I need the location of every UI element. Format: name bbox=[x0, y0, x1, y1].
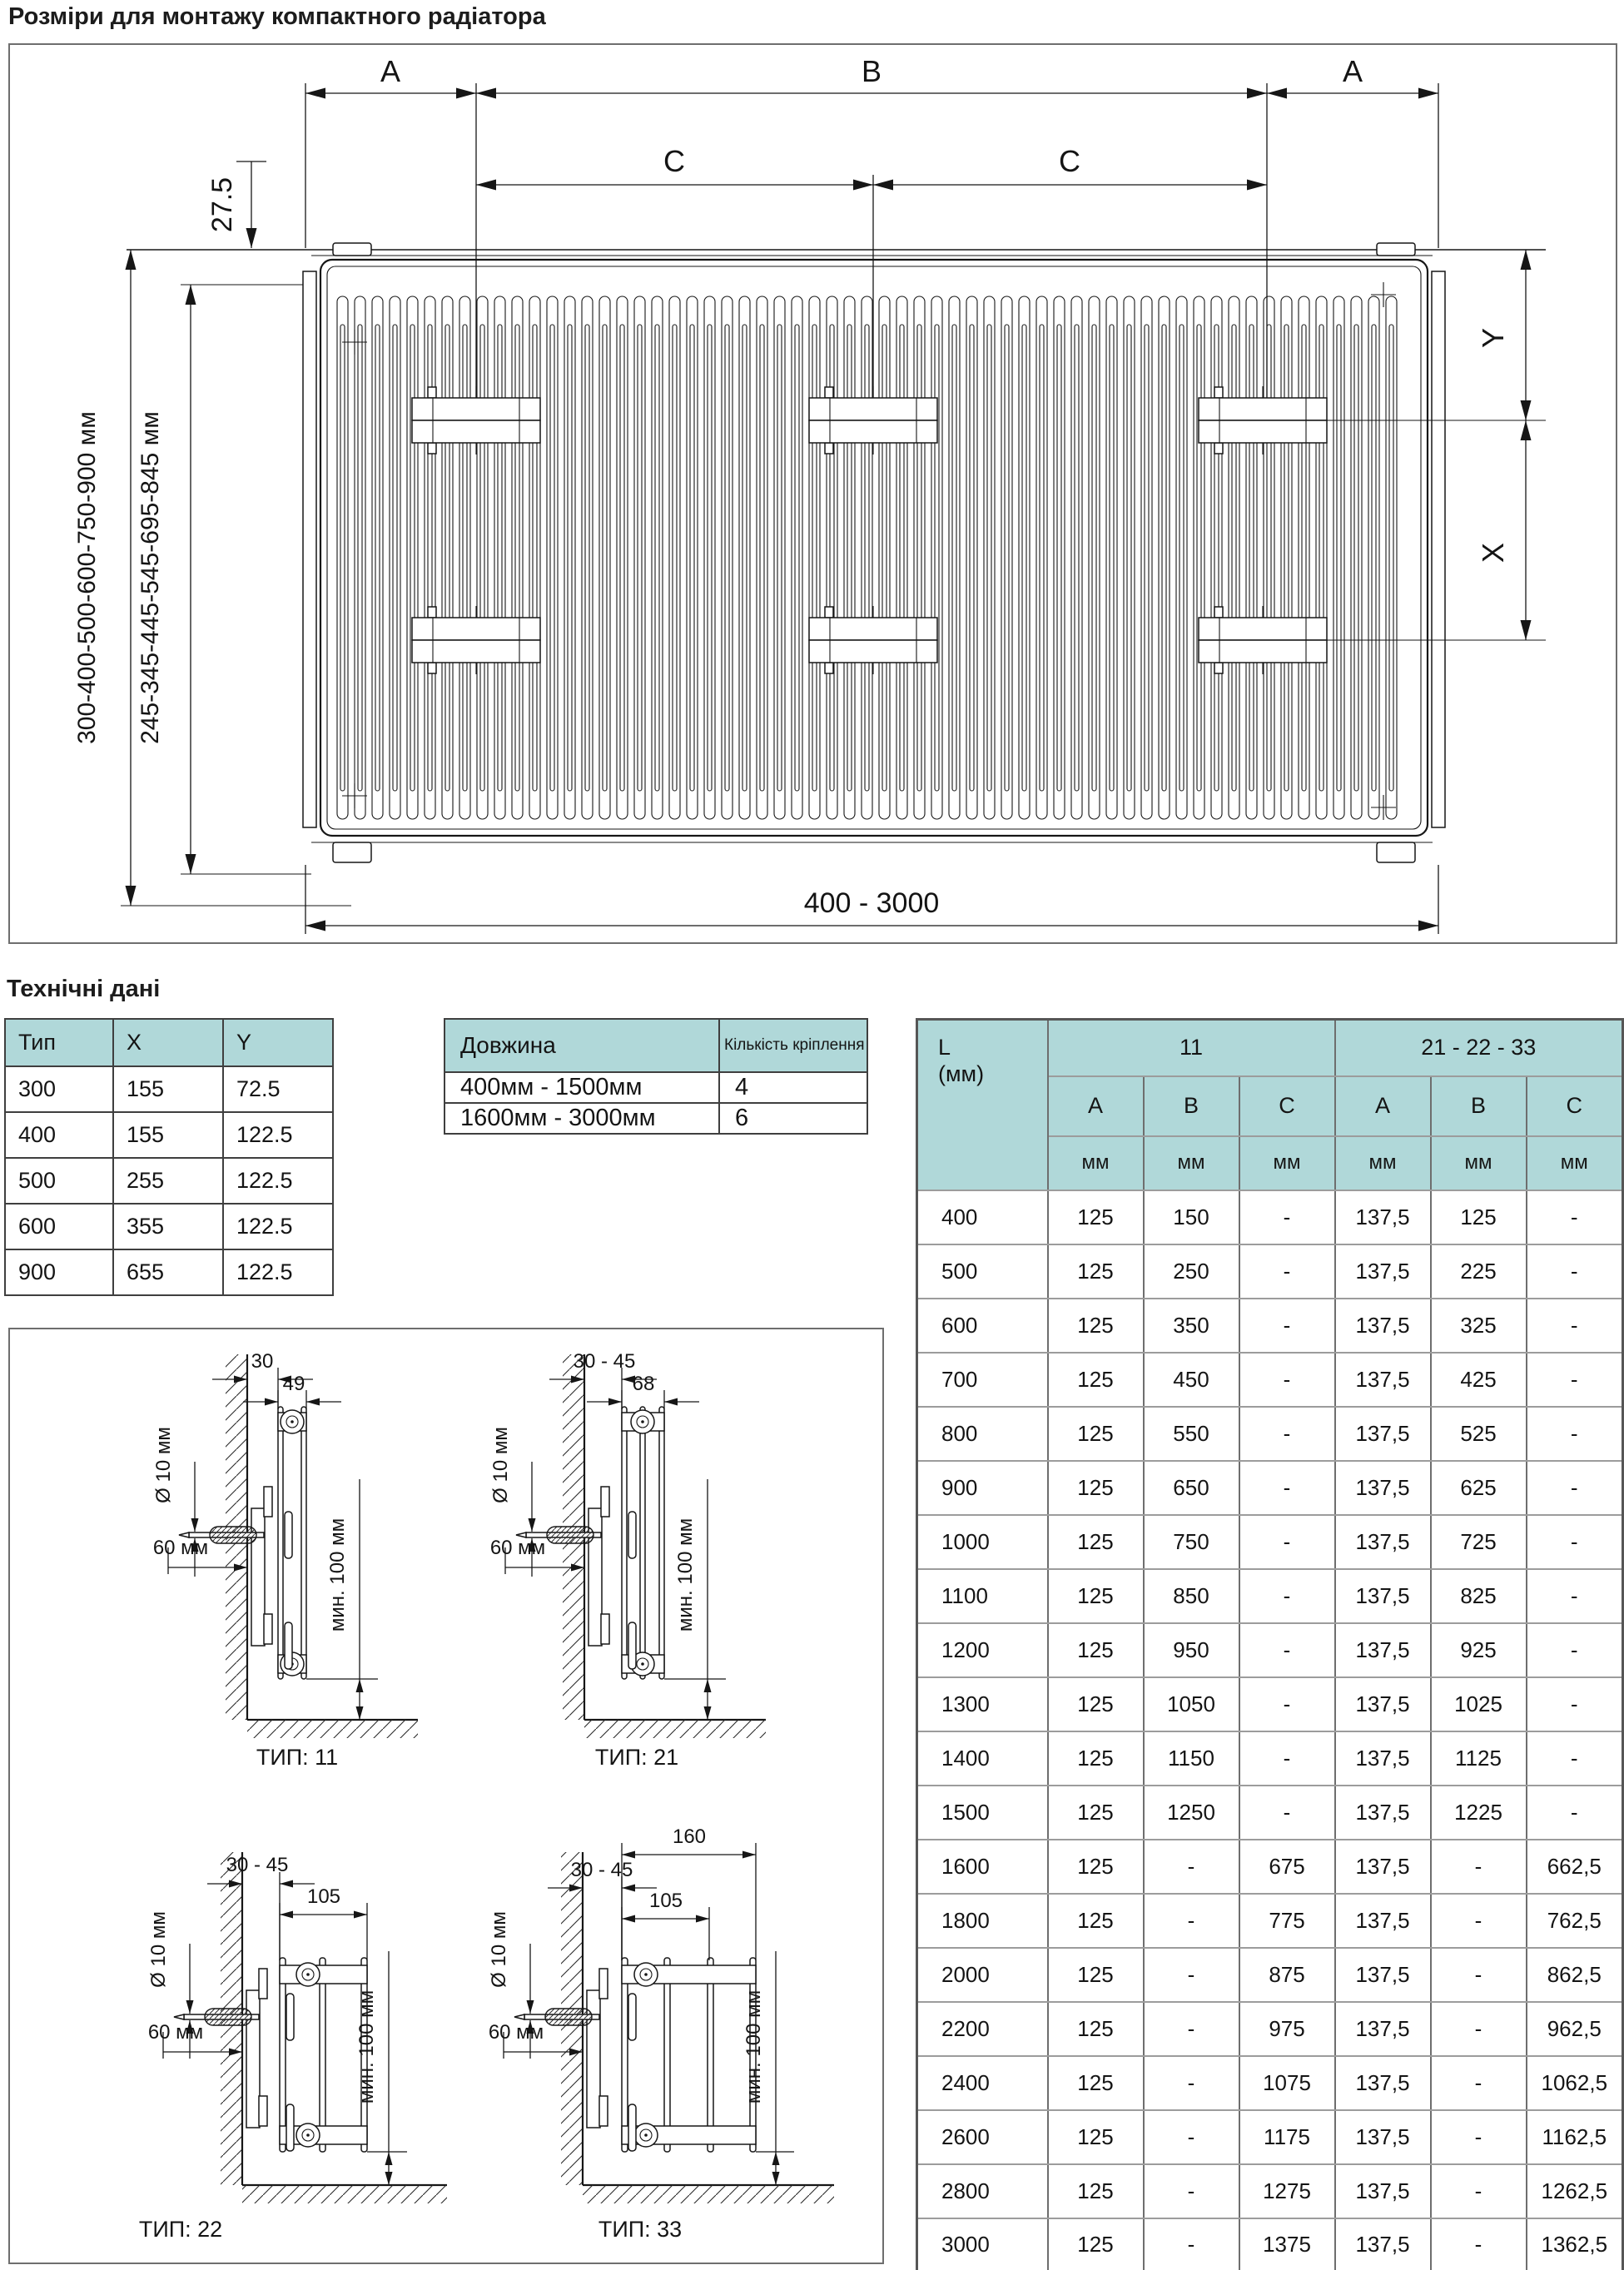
column-header: C bbox=[1527, 1076, 1623, 1136]
table-cell: 500 bbox=[5, 1158, 113, 1204]
mount-drawing-type-21 bbox=[489, 1350, 766, 1770]
table-cell: 600 bbox=[5, 1204, 113, 1249]
table-cell: 1150 bbox=[1144, 1731, 1239, 1786]
table-cell: 125 bbox=[1431, 1190, 1527, 1244]
table-cell: - bbox=[1431, 1894, 1527, 1948]
table-cell: 250 bbox=[1144, 1244, 1239, 1299]
table-cell: 400мм - 1500мм bbox=[444, 1072, 719, 1103]
table-cell: - bbox=[1239, 1515, 1335, 1569]
table-cell: 950 bbox=[1144, 1623, 1239, 1677]
table-cell: 125 bbox=[1048, 1244, 1144, 1299]
table-cell: 300 bbox=[5, 1066, 113, 1112]
column-header: Довжина bbox=[444, 1019, 719, 1072]
table-cell: 137,5 bbox=[1335, 1948, 1431, 2002]
table-cell: 850 bbox=[1144, 1569, 1239, 1623]
dim-label-depth: 60 мм bbox=[489, 1537, 546, 1559]
mounting-dimensions-table bbox=[916, 1018, 1624, 2270]
table-cell: 1362,5 bbox=[1527, 2218, 1623, 2270]
table-cell: - bbox=[1144, 1840, 1239, 1894]
table-row bbox=[917, 1786, 1623, 1840]
mount-drawing-type-11 bbox=[152, 1350, 418, 1770]
dim-label-d2: 105 bbox=[648, 1890, 683, 1912]
table-cell: 125 bbox=[1048, 1786, 1144, 1840]
dim-label-x: X bbox=[1476, 542, 1510, 564]
table-cell: 2800 bbox=[917, 2164, 1048, 2218]
table-cell: 137,5 bbox=[1335, 1569, 1431, 1623]
mounting-type-drawings bbox=[10, 1329, 882, 2263]
table-cell: 1200 bbox=[917, 1623, 1048, 1677]
table-cell: 137,5 bbox=[1335, 2002, 1431, 2056]
table-cell: 225 bbox=[1431, 1244, 1527, 1299]
table-cell: - bbox=[1527, 1190, 1623, 1244]
dim-label-d2: 49 bbox=[282, 1373, 305, 1395]
dim-label-d2: 105 bbox=[306, 1885, 341, 1908]
table-header-row bbox=[444, 1019, 867, 1072]
table-cell: 125 bbox=[1048, 2056, 1144, 2110]
table-cell: 2000 bbox=[917, 1948, 1048, 2002]
table-cell: - bbox=[1431, 2218, 1527, 2270]
table-cell: - bbox=[1239, 1407, 1335, 1461]
table-cell: 1075 bbox=[1239, 2056, 1335, 2110]
table-cell: 725 bbox=[1431, 1515, 1527, 1569]
table-cell: 1100 bbox=[917, 1569, 1048, 1623]
column-header: A bbox=[1048, 1076, 1144, 1136]
table-cell: 137,5 bbox=[1335, 2110, 1431, 2164]
dim-label-holes: 245-345-445-545-695-845 мм bbox=[137, 411, 164, 744]
table-cell: 137,5 bbox=[1335, 1786, 1431, 1840]
table-row bbox=[917, 1623, 1623, 1677]
table-cell: 600 bbox=[917, 1299, 1048, 1353]
header-l-unit: (мм) bbox=[938, 1061, 985, 1087]
dim-label-y: Y bbox=[1476, 327, 1510, 349]
dim-label-b: B bbox=[861, 54, 882, 88]
dim-label-min-clearance: мин. 100 мм bbox=[674, 1517, 697, 1632]
table-row bbox=[917, 2218, 1623, 2270]
table-row bbox=[917, 1948, 1623, 2002]
table-cell: - bbox=[1144, 2110, 1239, 2164]
table-cell: 137,5 bbox=[1335, 1244, 1431, 1299]
dim-label-diameter: Ø 10 мм bbox=[489, 1427, 512, 1503]
table-cell: 137,5 bbox=[1335, 1461, 1431, 1515]
table-cell: - bbox=[1239, 1677, 1335, 1731]
dim-label-d2: 68 bbox=[632, 1373, 655, 1395]
table-cell: 2400 bbox=[917, 2056, 1048, 2110]
table-cell: 1500 bbox=[917, 1786, 1048, 1840]
dim-label-depth: 60 мм bbox=[488, 2021, 544, 2044]
table-cell: 425 bbox=[1431, 1353, 1527, 1407]
dim-label-depth: 60 мм bbox=[147, 2021, 204, 2044]
table-cell: 625 bbox=[1431, 1461, 1527, 1515]
table-cell: 137,5 bbox=[1335, 1515, 1431, 1569]
dim-label-d1: 30 - 45 bbox=[573, 1350, 636, 1373]
table-cell: 500 bbox=[917, 1244, 1048, 1299]
table-cell: 125 bbox=[1048, 1299, 1144, 1353]
table-row bbox=[444, 1103, 867, 1134]
table-cell: 762,5 bbox=[1527, 1894, 1623, 1948]
table-cell: 1400 bbox=[917, 1731, 1048, 1786]
table-cell: - bbox=[1239, 1569, 1335, 1623]
table-cell: - bbox=[1431, 2056, 1527, 2110]
mount-drawing-type-33 bbox=[488, 1825, 834, 2242]
column-header: B bbox=[1144, 1076, 1239, 1136]
unit-cell: мм bbox=[1048, 1136, 1144, 1190]
table-cell: 72.5 bbox=[223, 1066, 333, 1112]
table-cell: 1062,5 bbox=[1527, 2056, 1623, 2110]
table-cell: - bbox=[1144, 2164, 1239, 2218]
table-cell: 137,5 bbox=[1335, 1623, 1431, 1677]
table-cell: 125 bbox=[1048, 2218, 1144, 2270]
column-header: Тип bbox=[5, 1019, 113, 1066]
table-cell: 137,5 bbox=[1335, 2056, 1431, 2110]
tech-data-heading: Технічні дані bbox=[7, 976, 161, 1002]
unit-cell: мм bbox=[1431, 1136, 1527, 1190]
type-xy-table bbox=[4, 1018, 334, 1296]
table-cell: 400 bbox=[917, 1190, 1048, 1244]
table-cell: 150 bbox=[1144, 1190, 1239, 1244]
unit-cell: мм bbox=[1144, 1136, 1239, 1190]
column-header: B bbox=[1431, 1076, 1527, 1136]
dim-label-diameter: Ø 10 мм bbox=[147, 1911, 170, 1988]
table-cell: - bbox=[1239, 1299, 1335, 1353]
dim-label-c-right: C bbox=[1059, 144, 1080, 178]
table-row bbox=[917, 1299, 1623, 1353]
table-cell: 875 bbox=[1239, 1948, 1335, 2002]
table-row bbox=[5, 1204, 333, 1249]
table-cell: 125 bbox=[1048, 1407, 1144, 1461]
table-cell: - bbox=[1431, 2110, 1527, 2164]
dim-label-c-left: C bbox=[663, 144, 685, 178]
table-cell: 3000 bbox=[917, 2218, 1048, 2270]
table-cell: 137,5 bbox=[1335, 1353, 1431, 1407]
dim-label-length: 400 - 3000 bbox=[803, 887, 940, 919]
table-row bbox=[917, 1894, 1623, 1948]
table-cell: - bbox=[1144, 2056, 1239, 2110]
table-cell: 655 bbox=[113, 1249, 223, 1295]
column-header: A bbox=[1335, 1076, 1431, 1136]
main-drawing-panel bbox=[8, 43, 1617, 944]
column-header: X bbox=[113, 1019, 223, 1066]
table-row bbox=[917, 1244, 1623, 1299]
table-cell: - bbox=[1527, 1407, 1623, 1461]
dim-label-d1: 30 bbox=[251, 1350, 274, 1373]
table-cell: 1275 bbox=[1239, 2164, 1335, 2218]
table-cell: 1800 bbox=[917, 1894, 1048, 1948]
table-cell: 355 bbox=[113, 1204, 223, 1249]
dim-label-d1: 30 - 45 bbox=[570, 1859, 633, 1881]
table-cell: - bbox=[1144, 2218, 1239, 2270]
table-cell: - bbox=[1527, 1461, 1623, 1515]
table-cell: - bbox=[1431, 1948, 1527, 2002]
table-cell: - bbox=[1144, 1948, 1239, 2002]
table-cell: 155 bbox=[113, 1066, 223, 1112]
dim-label-a-left: A bbox=[380, 54, 401, 88]
table-cell: 125 bbox=[1048, 2110, 1144, 2164]
mount-drawing-type-22 bbox=[139, 1852, 447, 2242]
table-cell: 255 bbox=[113, 1158, 223, 1204]
unit-cell: мм bbox=[1239, 1136, 1335, 1190]
table-row bbox=[917, 2164, 1623, 2218]
table-cell: - bbox=[1239, 1461, 1335, 1515]
table-cell: - bbox=[1239, 1731, 1335, 1786]
table-cell: 1375 bbox=[1239, 2218, 1335, 2270]
table-cell: 2600 bbox=[917, 2110, 1048, 2164]
table-row bbox=[917, 1677, 1623, 1731]
table-cell: - bbox=[1527, 1569, 1623, 1623]
table-row bbox=[917, 1407, 1623, 1461]
table-cell: 137,5 bbox=[1335, 1677, 1431, 1731]
dim-label-heights: 300-400-500-600-750-900 мм bbox=[73, 411, 101, 744]
dim-label-diameter: Ø 10 мм bbox=[488, 1911, 510, 1988]
table-cell: 125 bbox=[1048, 1515, 1144, 1569]
dim-label-a-right: A bbox=[1342, 54, 1363, 88]
unit-cell: мм bbox=[1335, 1136, 1431, 1190]
table-cell: - bbox=[1239, 1786, 1335, 1840]
table-cell: - bbox=[1527, 1353, 1623, 1407]
table-cell: 675 bbox=[1239, 1840, 1335, 1894]
table-cell: 125 bbox=[1048, 1353, 1144, 1407]
table-cell: - bbox=[1527, 1515, 1623, 1569]
table-cell: 925 bbox=[1431, 1623, 1527, 1677]
table-cell: 137,5 bbox=[1335, 1894, 1431, 1948]
table-cell: 350 bbox=[1144, 1299, 1239, 1353]
table-cell: - bbox=[1431, 1840, 1527, 1894]
table-cell: 862,5 bbox=[1527, 1948, 1623, 2002]
table-row bbox=[917, 1515, 1623, 1569]
table-row bbox=[5, 1066, 333, 1112]
dim-label-offset: 27.5 bbox=[206, 176, 238, 233]
table-cell: 137,5 bbox=[1335, 1190, 1431, 1244]
table-cell: 325 bbox=[1431, 1299, 1527, 1353]
table-cell: 155 bbox=[113, 1112, 223, 1158]
table-cell: 1262,5 bbox=[1527, 2164, 1623, 2218]
table-cell: 1600мм - 3000мм bbox=[444, 1103, 719, 1134]
table-cell: - bbox=[1144, 2002, 1239, 2056]
table-cell: 122.5 bbox=[223, 1204, 333, 1249]
table-cell: 122.5 bbox=[223, 1112, 333, 1158]
column-header-l bbox=[917, 1020, 1048, 1190]
table-cell: 6 bbox=[719, 1103, 867, 1134]
dim-label-d0: 160 bbox=[672, 1825, 707, 1848]
dim-label-d1: 30 - 45 bbox=[226, 1854, 289, 1876]
table-cell: 137,5 bbox=[1335, 1731, 1431, 1786]
table-row bbox=[917, 2110, 1623, 2164]
table-header-row bbox=[5, 1019, 333, 1066]
table-cell: - bbox=[1527, 1731, 1623, 1786]
table-cell: 1000 bbox=[917, 1515, 1048, 1569]
mount-type-label: ТИП: 21 bbox=[594, 1745, 679, 1770]
table-cell: 137,5 bbox=[1335, 1299, 1431, 1353]
table-cell: 1050 bbox=[1144, 1677, 1239, 1731]
table-cell: 125 bbox=[1048, 1623, 1144, 1677]
dim-label-depth: 60 мм bbox=[152, 1537, 209, 1559]
page-title: Розміри для монтажу компактного радіатора bbox=[8, 3, 546, 30]
column-header: C bbox=[1239, 1076, 1335, 1136]
table-cell: 775 bbox=[1239, 1894, 1335, 1948]
table-row bbox=[917, 1190, 1623, 1244]
table-cell: - bbox=[1431, 2164, 1527, 2218]
table-cell: 750 bbox=[1144, 1515, 1239, 1569]
table-cell: 4 bbox=[719, 1072, 867, 1103]
mount-type-label: ТИП: 33 bbox=[598, 2217, 683, 2242]
table-cell: 125 bbox=[1048, 2164, 1144, 2218]
table-cell: 125 bbox=[1048, 1840, 1144, 1894]
table-cell: 825 bbox=[1431, 1569, 1527, 1623]
table-cell: - bbox=[1239, 1244, 1335, 1299]
table-cell: 122.5 bbox=[223, 1158, 333, 1204]
table-row bbox=[917, 1353, 1623, 1407]
table-cell: - bbox=[1527, 1244, 1623, 1299]
table-cell: 125 bbox=[1048, 2002, 1144, 2056]
fasteners-table bbox=[444, 1018, 868, 1135]
table-row bbox=[917, 1461, 1623, 1515]
table-cell: - bbox=[1239, 1353, 1335, 1407]
group-header-21-22-33: 21 - 22 - 33 bbox=[1335, 1020, 1623, 1076]
table-cell: - bbox=[1144, 1894, 1239, 1948]
group-header-11: 11 bbox=[1048, 1020, 1335, 1076]
table-cell: 125 bbox=[1048, 1948, 1144, 2002]
mounting-types-panel bbox=[8, 1328, 884, 2264]
table-cell: 1175 bbox=[1239, 2110, 1335, 2164]
table-row bbox=[917, 2056, 1623, 2110]
table-cell: 900 bbox=[917, 1461, 1048, 1515]
table-cell: 1125 bbox=[1431, 1731, 1527, 1786]
table-cell: 700 bbox=[917, 1353, 1048, 1407]
table-cell: 125 bbox=[1048, 1894, 1144, 1948]
table-cell: 1162,5 bbox=[1527, 2110, 1623, 2164]
table-row bbox=[917, 1840, 1623, 1894]
table-cell: 137,5 bbox=[1335, 2164, 1431, 2218]
radiator-front-drawing bbox=[10, 45, 1616, 942]
table-cell: 137,5 bbox=[1335, 1407, 1431, 1461]
table-cell: 125 bbox=[1048, 1190, 1144, 1244]
table-cell: - bbox=[1527, 1623, 1623, 1677]
table-row bbox=[5, 1158, 333, 1204]
table-cell: 650 bbox=[1144, 1461, 1239, 1515]
table-row bbox=[5, 1112, 333, 1158]
table-header-row bbox=[917, 1020, 1623, 1076]
table-cell: 525 bbox=[1431, 1407, 1527, 1461]
table-row bbox=[917, 2002, 1623, 2056]
table-cell: 1025 bbox=[1431, 1677, 1527, 1731]
table-row bbox=[917, 1569, 1623, 1623]
table-cell: - bbox=[1527, 1786, 1623, 1840]
table-cell: 125 bbox=[1048, 1569, 1144, 1623]
table-cell: 1300 bbox=[917, 1677, 1048, 1731]
column-header: Кількість кріплення bbox=[719, 1019, 867, 1072]
table-cell: 122.5 bbox=[223, 1249, 333, 1295]
dim-label-min-clearance: мин. 100 мм bbox=[355, 1989, 378, 2104]
dim-label-min-clearance: мин. 100 мм bbox=[326, 1517, 349, 1632]
mount-type-label: ТИП: 11 bbox=[256, 1745, 339, 1770]
radiator-fins bbox=[337, 296, 1397, 819]
table-row bbox=[5, 1249, 333, 1295]
table-cell: - bbox=[1527, 1677, 1623, 1731]
table-cell: 900 bbox=[5, 1249, 113, 1295]
table-row bbox=[444, 1072, 867, 1103]
table-cell: 125 bbox=[1048, 1677, 1144, 1731]
table-cell: 137,5 bbox=[1335, 2218, 1431, 2270]
table-cell: - bbox=[1431, 2002, 1527, 2056]
table-cell: 1225 bbox=[1431, 1786, 1527, 1840]
table-cell: 800 bbox=[917, 1407, 1048, 1461]
table-cell: 975 bbox=[1239, 2002, 1335, 2056]
table-cell: 400 bbox=[5, 1112, 113, 1158]
table-cell: - bbox=[1527, 1299, 1623, 1353]
dim-label-diameter: Ø 10 мм bbox=[152, 1427, 175, 1503]
table-cell: 662,5 bbox=[1527, 1840, 1623, 1894]
table-cell: 137,5 bbox=[1335, 1840, 1431, 1894]
table-cell: 550 bbox=[1144, 1407, 1239, 1461]
table-cell: - bbox=[1239, 1190, 1335, 1244]
table-cell: 1250 bbox=[1144, 1786, 1239, 1840]
table-cell: 1600 bbox=[917, 1840, 1048, 1894]
table-cell: 125 bbox=[1048, 1461, 1144, 1515]
dimension-lines bbox=[131, 83, 1526, 934]
radiator-body bbox=[121, 243, 1546, 906]
table-row bbox=[917, 1731, 1623, 1786]
mount-type-label: ТИП: 22 bbox=[138, 2217, 223, 2242]
table-cell: 962,5 bbox=[1527, 2002, 1623, 2056]
unit-cell: мм bbox=[1527, 1136, 1623, 1190]
table-cell: - bbox=[1239, 1623, 1335, 1677]
header-l: L bbox=[938, 1035, 951, 1060]
table-cell: 2200 bbox=[917, 2002, 1048, 2056]
column-header: Y bbox=[223, 1019, 333, 1066]
dim-label-min-clearance: мин. 100 мм bbox=[742, 1989, 765, 2104]
table-cell: 450 bbox=[1144, 1353, 1239, 1407]
table-cell: 125 bbox=[1048, 1731, 1144, 1786]
